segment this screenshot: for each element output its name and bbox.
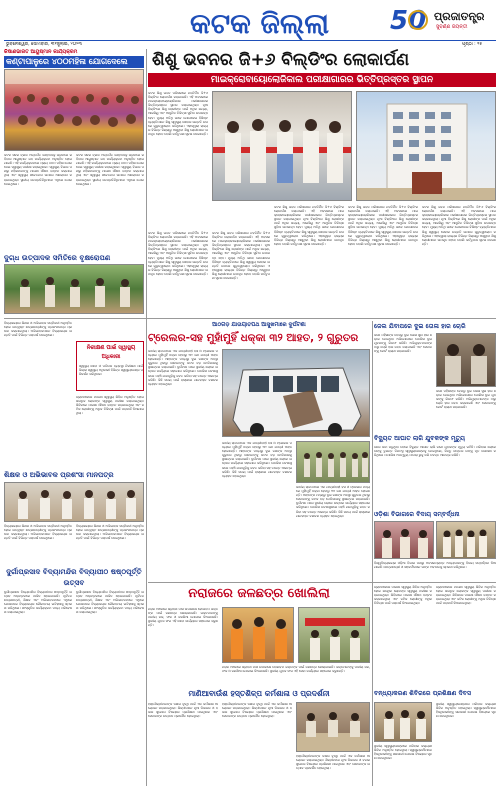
story-naraj-body-1: ନରାଜ ଅଞ୍ଚଳରେ ଶ୍ରାବଣ ମାସ ଉପଲକ୍ଷେ ବୋଲବମ ଭକ୍ତଙ୍କ ପାଇଁ ଜଳଛତ୍ର ଖୋଲାଯାଇଛି। ଭକ୍ତମାନଙ୍କୁ ପାନୀୟ ଜଳ, ଫଳ ଓ ଜଳଖିଆ ଯୋଗାଇ ଦିଆଯାଉଛି। ସ୍ଥାନୀୟ ଯୁବକ ସଂଘ ଏହି ସେବା କାର୍ଯ୍ୟରେ ସହଯୋଗ କରୁଛନ୍ତି। [148, 607, 218, 628]
award-group-illustration [5, 483, 144, 522]
story-karmashala [148, 688, 370, 786]
story-jail-body-2: ଜଣେ ମହିଳାଙ୍କ ବେକରୁ ଦୁଇ ତୋଳା ସୁନା ହାର ଛଡ଼ାଇ ନେଇଥିବା ଅଭିଯୋଗରେ ପୋଲିସ ଦୁଇ ଯୁବକଙ୍କୁ ଗିରଫ କରିଛି। ଅଭିଯୁକ୍ତମାନଙ୍କ ଠାରୁ ଚୋରି ହାର ଜବତ କରାଯାଇଛି ଏବଂ ସେମାନଙ୍କୁ କୋର୍ଟ ଚାଲାଣ କରାଯାଇଛି। [436, 389, 496, 410]
story-sishu-body-3: କଟକ ଶିଶୁ ଭବନ ପରିସରରେ ନବନିର୍ମିତ ଜି+୬ ବିଲ୍ଡିଂର ଲୋକାର୍ପଣ କରାଯାଇଛି। ଏହି ଅବସରରେ ମାଇକ୍ରୋବାୟୋଲୋଜିକାଲ ପରୀକ୍ଷାଗାରର ଭିତ୍ତିପ୍ରସ୍ତର ସ୍ଥାପନ କରାଯାଇଥିଲା। ନୂଆ ବିଲ୍ଡିଂରେ ଶିଶୁ ରୋଗୀଙ୍କ ପାଇଁ ଅଧିକ ଶଯ୍ୟା, ଆଇସିୟୁ ଏବଂ ଆଧୁନିକ ଚିକିତ୍ସା ସୁବିଧା ଉପଲବ୍ଧ ହେବ। ମୁଖ୍ୟ ଅତିଥି ଭାବେ ଯୋଗଦେଇ ବିଶିଷ୍ଟ ବ୍ୟକ୍ତିମାନେ ଶିଶୁ ସ୍ୱାସ୍ଥ୍ୟ ସେବାର ଉନ୍ନତି ଉପରେ ଗୁରୁତ୍ୱାରୋପ କରିଥିଲେ। ଏହାଦ୍ୱାରା ରାଜ୍ୟର ବିଭିନ୍ନ ଜିଲ୍ଲାରୁ ଆସୁଥିବା ଶିଶୁ ରୋଗୀମାନେ ଉପକୃତ ହେବେ ବୋଲି କର୍ତ୍ତୃପକ୍ଷ ସୂଚନା ଦେଇଛନ୍ତି। [274, 205, 344, 246]
story-trailer [148, 321, 370, 581]
story-duggha [4, 252, 144, 316]
story-duggha-photo [4, 264, 144, 314]
sidebar-box-body: ସ୍ୱାସ୍ଥ୍ୟ ସେବା ଓ ପରିମଳ ବ୍ୟବସ୍ଥା ନିରୀକ୍ଷଣ ପାଇଁ ଜିଲ୍ଲା ସ୍ୱାସ୍ଥ୍ୟ ଅଧିକାରୀ ବିଭିନ୍ନ ସ୍ୱାସ୍ଥ୍ୟକେନ୍ଦ୍ର ପରିଦର୍ଶନ କରିଥିଲେ। [79, 364, 143, 377]
story-sishu-subheadline: ମାଇକ୍ରୋବାୟୋଲୋଜିକାଲ ପରୀକ୍ଷାଗାରର ଭିତ୍ତିପ୍ରସ୍ତର ସ୍ଥାପନ [148, 73, 496, 87]
damaged-bus-illustration [223, 350, 370, 437]
story-left-mid-body-1: ବିଦ୍ୟାଳୟରେ ଶିକ୍ଷକ ଓ ଅଭିଭାବକ ସମ୍ମିଳନୀ ଅନୁଷ୍ଠିତ ହୋଇ ଉତ୍କୃଷ୍ଟ ଛାତ୍ରଛାତ୍ରୀଙ୍କୁ ପ୍ରଶଂସାପତ୍ର ପ୍ରଦାନ କରାଯାଇଥିଲା। ଅଭିଭାବକମାନେ ବିଦ୍ୟାଳୟର ଉନ୍ନତି ପାଇଁ ବିଭିନ୍ନ ପରାମର୍ଶ ଦେଇଥିଲେ। [4, 321, 72, 338]
story-kisan-headline: କଣ୍ଟାପାଳୁରେ ୪୦୦ମହିଳା ଯୋଗଦେଲେ [4, 56, 144, 68]
story-odisha-photo [374, 521, 434, 559]
ribbon-cutting-illustration [213, 92, 352, 201]
felicitation-illustration [375, 522, 434, 559]
story-jail [374, 321, 496, 431]
story-left-mid-body-2: ଗ୍ରାମାଞ୍ଚଳରେ ମାଗଣା ସ୍ୱାସ୍ଥ୍ୟ ଶିବିର ଅନୁଷ୍ଠିତ ହୋଇ ଶତାଧିକ ଲୋକଙ୍କ ସ୍ୱାସ୍ଥ୍ୟ ପରୀକ୍ଷା କରାଯାଇଥିଲା। ଶିବିରରେ ମାଗଣା ଔଷଧ ବଣ୍ଟନ କରାଯାଇଥିଲା ଏବଂ ଜଟିଳ ରୋଗୀଙ୍କୁ ଅଧିକ ଚିକିତ୍ସା ପାଇଁ ପରାମର୍ଶ ଦିଆଯାଇଥିଲା। [76, 395, 144, 416]
story-trailer-photo-crowd [296, 441, 370, 483]
story-karmashala-headline: ମାଣିଆବାଉଁଶ ହସ୍ତଶିଳ୍ପ କର୍ମଶାଳା ଓ ପ୍ରଦର୍ଶନୀ [188, 689, 330, 698]
stage-group-illustration [437, 522, 496, 559]
story-shikshak [4, 470, 144, 562]
story-karmashala-body-1: ହସ୍ତଶିଳ୍ପୀମାନଙ୍କ ଦକ୍ଷତା ବୃଦ୍ଧି ପାଇଁ ଏକ କର୍ମଶାଳା ଆୟୋଜନ କରାଯାଇଥିଲା। ଶିଳ୍ପୀମାନେ ନୂଆ ଡିଜାଇନ ଓ ବଜାର ସୁଯୋଗ ବିଷୟରେ ପ୍ରଶିକ୍ଷଣ ପାଇଥିଲେ ଏବଂ ସେମାନଙ୍କ ଉତ୍ପାଦ ପ୍ରଦର୍ଶିତ ହୋଇଥିଲା। [148, 702, 218, 719]
story-naraj-body-2: ନରାଜ ଅଞ୍ଚଳରେ ଶ୍ରାବଣ ମାସ ଉପଲକ୍ଷେ ବୋଲବମ ଭକ୍ତଙ୍କ ପାଇଁ ଜଳଛତ୍ର ଖୋଲାଯାଇଛି। ଭକ୍ତମାନଙ୍କୁ ପାନୀୟ ଜଳ, ଫଳ ଓ ଜଳଖିଆ ଯୋଗାଇ ଦିଆଯାଉଛି। ସ୍ଥାନୀୟ ଯୁବକ ସଂଘ ଏହି ସେବା କାର୍ଯ୍ୟରେ ସହଯୋଗ କରୁଛନ୍ତି। [222, 665, 370, 674]
story-shikshak-body-2: ବିଦ୍ୟାଳୟରେ ଶିକ୍ଷକ ଓ ଅଭିଭାବକ ସମ୍ମିଳନୀ ଅନୁଷ୍ଠିତ ହୋଇ ଉତ୍କୃଷ୍ଟ ଛାତ୍ରଛାତ୍ରୀଙ୍କୁ ପ୍ରଶଂସାପତ୍ର ପ୍ରଦାନ କରାଯାଇଥିଲା। ଅଭିଭାବକମାନେ ବିଦ୍ୟାଳୟର ଉନ୍ନତି ପାଇଁ ବିଭିନ୍ନ ପରାମର୍ଶ ଦେଇଥିଲେ। [76, 524, 144, 541]
workshop-illustration [297, 703, 370, 752]
story-odisha-body: ବିଶ୍ୱବିଦ୍ୟାଳୟର ଓଡ଼ିଆ ବିଭାଗ ପକ୍ଷରୁ ଅବସରପ୍ରାପ୍ତ ଅଧ୍ୟାପକଙ୍କୁ ବିଦାୟ ସମ୍ବର୍ଦ୍ଧନା ଦିଆଯାଇଛି। ଛାତ୍ରଛାତ୍ରୀ ଓ ସହକର୍ମୀମାନେ ତାଙ୍କ ଅବଦାନକୁ ସ୍ମରଣ କରିଥିଲେ। [374, 561, 496, 570]
story-duggha-headline: ଦୁଗ୍ଧ ଉତ୍ପାଦକ ସମିତିରେ ବୃକ୍ଷରୋପଣ [4, 253, 111, 262]
story-trailer-body-3: ଜାତୀୟ ରାଜପଥରେ ଏକ ଯାତ୍ରୀବାହୀ ବସ ଓ ଟ୍ରେଲର ମଧ୍ୟରେ ମୁହାଁମୁହିଁ ଧକ୍କା ହେବାରୁ ୩୨ ଜଣ ଯାତ୍ରୀ ଆହତ ହୋଇଛନ୍ତି। ଆହତଙ୍କ ମଧ୍ୟରୁ ଦୁଇ ଜଣଙ୍କ ଅବସ୍ଥା ଗୁରୁତର ଥିବାରୁ ସେମାନଙ୍କୁ କଟକ ବଡ଼ ମେଡିକାଲକୁ ସ୍ଥାନାନ୍ତର କରାଯାଇଛି। ଦୁର୍ଘଟଣା ପରେ ସ୍ଥାନୀୟ ଲୋକେ ଉଦ୍ଧାର କାର୍ଯ୍ୟରେ ସହଯୋଗ କରିଥିଲେ। ପୋଲିସ ଘଟଣାସ୍ଥଳରେ ପହଞ୍ଚି ଯାନଗୁଡ଼ିକୁ ଜବତ କରିବା ସହ ତଦନ୍ତ ଆରମ୍ଭ କରିଛି। କିଛି ସମୟ ପାଇଁ ରାସ୍ତାରେ ଯାନବାହନ ଚଳାଚଳ ବ୍ୟାହତ ହୋଇଥିଲା। [296, 485, 370, 518]
story-odisha-photo-2 [436, 521, 496, 559]
crowd-illustration [5, 70, 144, 151]
water-kiosk-illustration [299, 608, 370, 663]
story-naraj-photo-1 [222, 607, 294, 663]
anniversary-ring-icon [408, 10, 428, 30]
story-sishu-photo-building [356, 91, 496, 201]
story-bandhyabana-photo [374, 702, 432, 742]
story-durgaprasad [4, 566, 144, 786]
story-sishu [148, 49, 496, 317]
story-durgaprasad-headline: ଦୁର୍ଗାପ୍ରସାଦ ବିଦ୍ୟାମନ୍ଦିର ବିଦ୍ୟାପୀଠ ଷଷ୍ଠପୂର୍ତ୍ତି ଉତ୍ସବ [6, 567, 142, 587]
story-sishu-body-4: କଟକ ଶିଶୁ ଭବନ ପରିସରରେ ନବନିର୍ମିତ ଜି+୬ ବିଲ୍ଡିଂର ଲୋକାର୍ପଣ କରାଯାଇଛି। ଏହି ଅବସରରେ ମାଇକ୍ରୋବାୟୋଲୋଜିକାଲ ପରୀକ୍ଷାଗାରର ଭିତ୍ତିପ୍ରସ୍ତର ସ୍ଥାପନ କରାଯାଇଥିଲା। ନୂଆ ବିଲ୍ଡିଂରେ ଶିଶୁ ରୋଗୀଙ୍କ ପାଇଁ ଅଧିକ ଶଯ୍ୟା, ଆଇସିୟୁ ଏବଂ ଆଧୁନିକ ଚିକିତ୍ସା ସୁବିଧା ଉପଲବ୍ଧ ହେବ। ମୁଖ୍ୟ ଅତିଥି ଭାବେ ଯୋଗଦେଇ ବିଶିଷ୍ଟ ବ୍ୟକ୍ତିମାନେ ଶିଶୁ ସ୍ୱାସ୍ଥ୍ୟ ସେବାର ଉନ୍ନତି ଉପରେ ଗୁରୁତ୍ୱାରୋପ କରିଥିଲେ। ଏହାଦ୍ୱାରା ରାଜ୍ୟର ବିଭିନ୍ନ ଜିଲ୍ଲାରୁ ଆସୁଥିବା ଶିଶୁ ରୋଗୀମାନେ ଉପକୃତ ହେବେ ବୋଲି କର୍ତ୍ତୃପକ୍ଷ ସୂଚନା ଦେଇଛନ୍ତି। [348, 205, 418, 246]
story-bandhyabana [374, 688, 496, 786]
crowd-rescue-illustration [297, 442, 370, 483]
masthead-rule [4, 40, 496, 41]
story-bidyut [374, 433, 496, 507]
story-karmashala-photo [296, 702, 370, 752]
story-right-bottom-body-2: ଗ୍ରାମାଞ୍ଚଳରେ ମାଗଣା ସ୍ୱାସ୍ଥ୍ୟ ଶିବିର ଅନୁଷ୍ଠିତ ହୋଇ ଶତାଧିକ ଲୋକଙ୍କ ସ୍ୱାସ୍ଥ୍ୟ ପରୀକ୍ଷା କରାଯାଇଥିଲା। ଶିବିରରେ ମାଗଣା ଔଷଧ ବଣ୍ଟନ କରାଯାଇଥିଲା ଏବଂ ଜଟିଳ ରୋଗୀଙ୍କୁ ଅଧିକ ଚିକିତ୍ସା ପାଇଁ ପରାମର୍ଶ ଦିଆଯାଇଥିଲା। [436, 585, 496, 606]
story-left-mid [4, 321, 144, 469]
story-bidyut-headline: ବିଦ୍ୟୁତ ଆଘାତ ଲାଗି ଯୁବକଙ୍କ ମୃତ୍ୟୁ [374, 435, 466, 442]
story-right-bottom-body-1: ଗ୍ରାମାଞ୍ଚଳରେ ମାଗଣା ସ୍ୱାସ୍ଥ୍ୟ ଶିବିର ଅନୁଷ୍ଠିତ ହୋଇ ଶତାଧିକ ଲୋକଙ୍କ ସ୍ୱାସ୍ଥ୍ୟ ପରୀକ୍ଷା କରାଯାଇଥିଲା। ଶିବିରରେ ମାଗଣା ଔଷଧ ବଣ୍ଟନ କରାଯାଇଥିଲା ଏବଂ ଜଟିଳ ରୋଗୀଙ୍କୁ ଅଧିକ ଚିକିତ୍ସା ପାଇଁ ପରାମର୍ଶ ଦିଆଯାଇଥିଲା। [374, 585, 432, 606]
story-trailer-photo-bus [222, 349, 370, 437]
story-naraj-headline: ନରାଜରେ ଜଳଛତ୍ର ଖୋଲିଲା [188, 586, 330, 601]
story-bandhyabana-body-1: ସ୍ଥାନୀୟ ସ୍ୱାସ୍ଥ୍ୟକେନ୍ଦ୍ରରେ ପରିବାର କଲ୍ୟାଣ ଶିବିର ଅନୁଷ୍ଠିତ ହୋଇଥିଲା। ସ୍ୱାସ୍ଥ୍ୟକର୍ମୀମାନେ ହିତାଧିକାରୀଙ୍କୁ ସରକାରୀ ଯୋଜନା ବିଷୟରେ ସୂଚନା ଦେଇଥିଲେ। [436, 702, 496, 719]
story-sishu-body-6: କଟକ ଶିଶୁ ଭବନ ପରିସରରେ ନବନିର୍ମିତ ଜି+୬ ବିଲ୍ଡିଂର ଲୋକାର୍ପଣ କରାଯାଇଛି। ଏହି ଅବସରରେ ମାଇକ୍ରୋବାୟୋଲୋଜିକାଲ ପରୀକ୍ଷାଗାରର ଭିତ୍ତିପ୍ରସ୍ତର ସ୍ଥାପନ କରାଯାଇଥିଲା। ନୂଆ ବିଲ୍ଡିଂରେ ଶିଶୁ ରୋଗୀଙ୍କ ପାଇଁ ଅଧିକ ଶଯ୍ୟା, ଆଇସିୟୁ ଏବଂ ଆଧୁନିକ ଚିକିତ୍ସା ସୁବିଧା ଉପଲବ୍ଧ ହେବ। ମୁଖ୍ୟ ଅତିଥି ଭାବେ ଯୋଗଦେଇ ବିଶିଷ୍ଟ ବ୍ୟକ୍ତିମାନେ ଶିଶୁ ସ୍ୱାସ୍ଥ୍ୟ ସେବାର ଉନ୍ନତି ଉପରେ ଗୁରୁତ୍ୱାରୋପ କରିଥିଲେ। ଏହାଦ୍ୱାରା ରାଜ୍ୟର ବିଭିନ୍ନ ଜିଲ୍ଲାରୁ ଆସୁଥିବା ଶିଶୁ ରୋଗୀମାନେ ଉପକୃତ ହେବେ ବୋଲି କର୍ତ୍ତୃପକ୍ଷ ସୂଚନା ଦେଇଛନ୍ତି। [148, 231, 208, 276]
date-line: ଭୁବନେଶ୍ୱର, ସୋମବାର, ୩୧ଜୁଲାଇ, ୨୦୨୩ [6, 42, 82, 47]
story-sishu-headline: ଶିଶୁ ଭବନର ଜି+୬ ବିଲ୍ଡିଂର ଲୋକାର୍ପଣ [152, 50, 410, 70]
story-jail-photo [436, 333, 496, 387]
brand-name: ପ୍ରଜାତନ୍ତ୍ର [434, 10, 485, 23]
story-bandhyabana-headline: ବନ୍ଧ୍ୟାକରଣ ଶିବିରରେ ପ୍ରଶିକ୍ଷଣ ଦିବସ [374, 690, 472, 697]
devotees-illustration [223, 608, 294, 663]
story-right-bottom [374, 585, 496, 685]
story-shikshak-body-1: ବିଦ୍ୟାଳୟରେ ଶିକ୍ଷକ ଓ ଅଭିଭାବକ ସମ୍ମିଳନୀ ଅନୁଷ୍ଠିତ ହୋଇ ଉତ୍କୃଷ୍ଟ ଛାତ୍ରଛାତ୍ରୀଙ୍କୁ ପ୍ରଶଂସାପତ୍ର ପ୍ରଦାନ କରାଯାଇଥିଲା। ଅଭିଭାବକମାନେ ବିଦ୍ୟାଳୟର ଉନ୍ନତି ପାଇଁ ବିଭିନ୍ନ ପରାମର୍ଶ ଦେଇଥିଲେ। [4, 524, 72, 541]
anniversary-number: 50 [390, 6, 427, 36]
story-jail-body-1: ଜଣେ ମହିଳାଙ୍କ ବେକରୁ ଦୁଇ ତୋଳା ସୁନା ହାର ଛଡ଼ାଇ ନେଇଥିବା ଅଭିଯୋଗରେ ପୋଲିସ ଦୁଇ ଯୁବକଙ୍କୁ ଗିରଫ କରିଛି। ଅଭିଯୁକ୍ତମାନଙ୍କ ଠାରୁ ଚୋରି ହାର ଜବତ କରାଯାଇଛି ଏବଂ ସେମାନଙ୍କୁ କୋର୍ଟ ଚାଲାଣ କରାଯାଇଛି। [374, 333, 432, 354]
story-kisan-body-1: କଟକ ସଦର ବ୍ଲକ ଅନ୍ତର୍ଗତ କଣ୍ଟାପାଳୁ ଗ୍ରାମରେ ରବିବାର ଆୟୁଷ୍ମାନ ଭବ କାର୍ଯ୍ୟକ୍ରମ ଅନୁଷ୍ଠିତ ହୋଇଯାଇଛି। ଏହି କାର୍ଯ୍ୟକ୍ରମରେ ପ୍ରାୟ ୪୦୦ ମହିଳା ଯୋଗଦେଇ ସ୍ୱାସ୍ଥ୍ୟ ପରୀକ୍ଷା କରାଇଥିଲେ। ସ୍ୱାସ୍ଥ୍ୟ ବିଭାଗ ପକ୍ଷରୁ ମହିଳାମାନଙ୍କୁ ମାଗଣା ଔଷଧ ବଣ୍ଟନ କରାଯାଇଥିଲା ଏବଂ ସ୍ୱାସ୍ଥ୍ୟ ସଚେତନତା ଉପରେ ଆଲୋଚନା କରାଯାଇଥିଲା। ସ୍ଥାନୀୟ ଜନପ୍ରତିନିଧିମାନେ ଏଥିରେ ଯୋଗଦେଇଥିଲେ। [4, 153, 72, 186]
divider [4, 318, 496, 319]
story-trailer-body-2: ଜାତୀୟ ରାଜପଥରେ ଏକ ଯାତ୍ରୀବାହୀ ବସ ଓ ଟ୍ରେଲର ମଧ୍ୟରେ ମୁହାଁମୁହିଁ ଧକ୍କା ହେବାରୁ ୩୨ ଜଣ ଯାତ୍ରୀ ଆହତ ହୋଇଛନ୍ତି। ଆହତଙ୍କ ମଧ୍ୟରୁ ଦୁଇ ଜଣଙ୍କ ଅବସ୍ଥା ଗୁରୁତର ଥିବାରୁ ସେମାନଙ୍କୁ କଟକ ବଡ଼ ମେଡିକାଲକୁ ସ୍ଥାନାନ୍ତର କରାଯାଇଛି। ଦୁର୍ଘଟଣା ପରେ ସ୍ଥାନୀୟ ଲୋକେ ଉଦ୍ଧାର କାର୍ଯ୍ୟରେ ସହଯୋଗ କରିଥିଲେ। ପୋଲିସ ଘଟଣାସ୍ଥଳରେ ପହଞ୍ଚି ଯାନଗୁଡ଼ିକୁ ଜବତ କରିବା ସହ ତଦନ୍ତ ଆରମ୍ଭ କରିଛି। କିଛି ସମୟ ପାଇଁ ରାସ୍ତାରେ ଯାନବାହନ ଚଳାଚଳ ବ୍ୟାହତ ହୋଇଥିଲା। [222, 441, 292, 478]
story-kisan-body-2: କଟକ ସଦର ବ୍ଲକ ଅନ୍ତର୍ଗତ କଣ୍ଟାପାଳୁ ଗ୍ରାମରେ ରବିବାର ଆୟୁଷ୍ମାନ ଭବ କାର୍ଯ୍ୟକ୍ରମ ଅନୁଷ୍ଠିତ ହୋଇଯାଇଛି। ଏହି କାର୍ଯ୍ୟକ୍ରମରେ ପ୍ରାୟ ୪୦୦ ମହିଳା ଯୋଗଦେଇ ସ୍ୱାସ୍ଥ୍ୟ ପରୀକ୍ଷା କରାଇଥିଲେ। ସ୍ୱାସ୍ଥ୍ୟ ବିଭାଗ ପକ୍ଷରୁ ମହିଳାମାନଙ୍କୁ ମାଗଣା ଔଷଧ ବଣ୍ଟନ କରାଯାଇଥିଲା ଏବଂ ସ୍ୱାସ୍ଥ୍ୟ ସଚେତନତା ଉପରେ ଆଲୋଚନା କରାଯାଇଥିଲା। ସ୍ଥାନୀୟ ଜନପ୍ରତିନିଧିମାନେ ଏଥିରେ ଯୋଗଦେଇଥିଲେ। [76, 153, 144, 186]
story-sishu-photo-ribbon [212, 91, 352, 201]
masthead [0, 0, 500, 48]
story-karmashala-body-2: ହସ୍ତଶିଳ୍ପୀମାନଙ୍କ ଦକ୍ଷତା ବୃଦ୍ଧି ପାଇଁ ଏକ କର୍ମଶାଳା ଆୟୋଜନ କରାଯାଇଥିଲା। ଶିଳ୍ପୀମାନେ ନୂଆ ଡିଜାଇନ ଓ ବଜାର ସୁଯୋଗ ବିଷୟରେ ପ୍ରଶିକ୍ଷଣ ପାଇଥିଲେ ଏବଂ ସେମାନଙ୍କ ଉତ୍ପାଦ ପ୍ରଦର୍ଶିତ ହୋଇଥିଲା। [222, 702, 292, 719]
divider [148, 582, 496, 583]
story-bidyut-body-1: ଘରେ କାମ କରୁଥିବା ବେଳେ ବିଦ୍ୟୁତ ଆଘାତ ଲାଗି ଜଣେ ଯୁବକଙ୍କ ମୃତ୍ୟୁ ଘଟିଛି। ପରିବାର ଲୋକେ ତାଙ୍କୁ ତୁରନ୍ତ ନିକଟସ୍ଥ ସ୍ୱାସ୍ଥ୍ୟକେନ୍ଦ୍ରକୁ ନେଇଥିଲେ, କିନ୍ତୁ ଡାକ୍ତର ତାଙ୍କୁ ମୃତ ଘୋଷଣା କରିଥିଲେ। ପୋଲିସ ଅପମୃତ୍ୟୁ ମାମଲା ରୁଜୁ କରି ତଦନ୍ତ ଆରମ୍ଭ କରିଛି। [374, 445, 496, 458]
story-trailer-headline: ଟ୍ରେଲର-ସହ ମୁହାଁମୁହିଁ ଧକ୍କା ୩୨ ଆହତ, ୨ ଗୁରୁତର [148, 332, 359, 344]
page-title: କଟକ ଜିଲ୍ଲା [190, 7, 330, 40]
story-shikshak-photo [4, 482, 144, 522]
story-durgaprasad-body-2: ଦୁର୍ଗାପ୍ରସାଦ ବିଦ୍ୟାମନ୍ଦିର ବିଦ୍ୟାପୀଠର ଷଷ୍ଠପୂର୍ତ୍ତି ଉତ୍ସବ ଆଡ଼ମ୍ବରରେ ପାଳିତ ହୋଇଯାଇଛି। ପୂର୍ବତନ ଛାତ୍ରଛାତ୍ରୀ, ଶିକ୍ଷକ ଏବଂ ଅଭିଭାବକମାନେ ଏଥିରେ ଯୋଗଦେଇ ବିଦ୍ୟାଳୟର ଗୌରବମୟ ଇତିହାସକୁ ସ୍ମରଣ କରିଥିଲେ। ସାଂସ୍କୃତିକ କାର୍ଯ୍ୟକ୍ରମ ମଧ୍ୟ ପରିବେଷଣ କରାଯାଇଥିଲା। [76, 590, 144, 615]
story-kisan [4, 49, 144, 249]
story-bandhyabana-body-2: ସ୍ଥାନୀୟ ସ୍ୱାସ୍ଥ୍ୟକେନ୍ଦ୍ରରେ ପରିବାର କଲ୍ୟାଣ ଶିବିର ଅନୁଷ୍ଠିତ ହୋଇଥିଲା। ସ୍ୱାସ୍ଥ୍ୟକର୍ମୀମାନେ ହିତାଧିକାରୀଙ୍କୁ ସରକାରୀ ଯୋଜନା ବିଷୟରେ ସୂଚନା ଦେଇଥିଲେ। [374, 744, 432, 761]
sidebar-box-title: ନିରୀକ୍ଷଣ ପାଇଁ ସ୍ୱାସ୍ଥ୍ୟ ଅଧିକାରୀ [86, 345, 136, 360]
story-odisha [374, 509, 496, 579]
story-naraj-photo-2 [298, 607, 370, 663]
anniversary-logo [390, 6, 498, 38]
story-shikshak-headline: ଶିକ୍ଷକ ଓ ଅଭିଭାବକ ପ୍ରଶଂସା ମାନପତ୍ର [4, 471, 114, 479]
story-durgaprasad-body-1: ଦୁର୍ଗାପ୍ରସାଦ ବିଦ୍ୟାମନ୍ଦିର ବିଦ୍ୟାପୀଠର ଷଷ୍ଠପୂର୍ତ୍ତି ଉତ୍ସବ ଆଡ଼ମ୍ବରରେ ପାଳିତ ହୋଇଯାଇଛି। ପୂର୍ବତନ ଛାତ୍ରଛାତ୍ରୀ, ଶିକ୍ଷକ ଏବଂ ଅଭିଭାବକମାନେ ଏଥିରେ ଯୋଗଦେଇ ବିଦ୍ୟାଳୟର ଗୌରବମୟ ଇତିହାସକୁ ସ୍ମରଣ କରିଥିଲେ। ସାଂସ୍କୃତିକ କାର୍ଯ୍ୟକ୍ରମ ମଧ୍ୟ ପରିବେଷଣ କରାଯାଇଥିଲା। [4, 590, 72, 615]
page-number: ପୃଷ୍ଠା : ୧୫ [462, 42, 483, 47]
story-sishu-body-7: କଟକ ଶିଶୁ ଭବନ ପରିସରରେ ନବନିର୍ମିତ ଜି+୬ ବିଲ୍ଡିଂର ଲୋକାର୍ପଣ କରାଯାଇଛି। ଏହି ଅବସରରେ ମାଇକ୍ରୋବାୟୋଲୋଜିକାଲ ପରୀକ୍ଷାଗାରର ଭିତ୍ତିପ୍ରସ୍ତର ସ୍ଥାପନ କରାଯାଇଥିଲା। ନୂଆ ବିଲ୍ଡିଂରେ ଶିଶୁ ରୋଗୀଙ୍କ ପାଇଁ ଅଧିକ ଶଯ୍ୟା, ଆଇସିୟୁ ଏବଂ ଆଧୁନିକ ଚିକିତ୍ସା ସୁବିଧା ଉପଲବ୍ଧ ହେବ। ମୁଖ୍ୟ ଅତିଥି ଭାବେ ଯୋଗଦେଇ ବିଶିଷ୍ଟ ବ୍ୟକ୍ତିମାନେ ଶିଶୁ ସ୍ୱାସ୍ଥ୍ୟ ସେବାର ଉନ୍ନତି ଉପରେ ଗୁରୁତ୍ୱାରୋପ କରିଥିଲେ। ଏହାଦ୍ୱାରା ରାଜ୍ୟର ବିଭିନ୍ନ ଜିଲ୍ଲାରୁ ଆସୁଥିବା ଶିଶୁ ରୋଗୀମାନେ ଉପକୃତ ହେବେ ବୋଲି କର୍ତ୍ତୃପକ୍ଷ ସୂଚନା ଦେଇଛନ୍ତି। [212, 231, 270, 281]
story-trailer-body-1: ଜାତୀୟ ରାଜପଥରେ ଏକ ଯାତ୍ରୀବାହୀ ବସ ଓ ଟ୍ରେଲର ମଧ୍ୟରେ ମୁହାଁମୁହିଁ ଧକ୍କା ହେବାରୁ ୩୨ ଜଣ ଯାତ୍ରୀ ଆହତ ହୋଇଛନ୍ତି। ଆହତଙ୍କ ମଧ୍ୟରୁ ଦୁଇ ଜଣଙ୍କ ଅବସ୍ଥା ଗୁରୁତର ଥିବାରୁ ସେମାନଙ୍କୁ କଟକ ବଡ଼ ମେଡିକାଲକୁ ସ୍ଥାନାନ୍ତର କରାଯାଇଛି। ଦୁର୍ଘଟଣା ପରେ ସ୍ଥାନୀୟ ଲୋକେ ଉଦ୍ଧାର କାର୍ଯ୍ୟରେ ସହଯୋଗ କରିଥିଲେ। ପୋଲିସ ଘଟଣାସ୍ଥଳରେ ପହଞ୍ଚି ଯାନଗୁଡ଼ିକୁ ଜବତ କରିବା ସହ ତଦନ୍ତ ଆରମ୍ଭ କରିଛି। କିଛି ସମୟ ପାଇଁ ରାସ୍ତାରେ ଯାନବାହନ ଚଳାଚଳ ବ୍ୟାହତ ହୋଇଥିଲା। [148, 349, 218, 386]
story-kisan-kicker: କିଷାଣଭାରତ ଆୟୁଷ୍ମାନ କାର୍ଯ୍ୟକ୍ରମ [4, 49, 78, 55]
column-rule [372, 321, 373, 786]
health-camp-illustration [375, 703, 432, 742]
story-jail-headline: ଜେଲ ଯିବାପରେ ଦୁଇ ତୋଳା ହାର ଚୋରି [374, 323, 466, 330]
story-karmashala-body-3: ହସ୍ତଶିଳ୍ପୀମାନଙ୍କ ଦକ୍ଷତା ବୃଦ୍ଧି ପାଇଁ ଏକ କର୍ମଶାଳା ଆୟୋଜନ କରାଯାଇଥିଲା। ଶିଳ୍ପୀମାନେ ନୂଆ ଡିଜାଇନ ଓ ବଜାର ସୁଯୋଗ ବିଷୟରେ ପ୍ରଶିକ୍ଷଣ ପାଇଥିଲେ ଏବଂ ସେମାନଙ୍କ ଉତ୍ପାଦ ପ୍ରଦର୍ଶିତ ହୋଇଥିଲା। [296, 754, 370, 771]
brand-subtitle: ସୁବର୍ଣ୍ଣ ଜୟନ୍ତୀ [436, 24, 468, 30]
story-kisan-photo [4, 69, 144, 151]
story-trailer-kicker: ଆଠଗଡ଼ ଯାତାୟାତପଥ ଆସୁଖମାରେ ଦୁର୍ଘଟଣା [212, 322, 306, 328]
people-planting-illustration [5, 265, 144, 314]
hospital-building-illustration [357, 92, 496, 201]
accused-persons-illustration [437, 334, 496, 387]
story-sishu-body-1: କଟକ ଶିଶୁ ଭବନ ପରିସରରେ ନବନିର୍ମିତ ଜି+୬ ବିଲ୍ଡିଂର ଲୋକାର୍ପଣ କରାଯାଇଛି। ଏହି ଅବସରରେ ମାଇକ୍ରୋବାୟୋଲୋଜିକାଲ ପରୀକ୍ଷାଗାରର ଭିତ୍ତିପ୍ରସ୍ତର ସ୍ଥାପନ କରାଯାଇଥିଲା। ନୂଆ ବିଲ୍ଡିଂରେ ଶିଶୁ ରୋଗୀଙ୍କ ପାଇଁ ଅଧିକ ଶଯ୍ୟା, ଆଇସିୟୁ ଏବଂ ଆଧୁନିକ ଚିକିତ୍ସା ସୁବିଧା ଉପଲବ୍ଧ ହେବ। ମୁଖ୍ୟ ଅତିଥି ଭାବେ ଯୋଗଦେଇ ବିଶିଷ୍ଟ ବ୍ୟକ୍ତିମାନେ ଶିଶୁ ସ୍ୱାସ୍ଥ୍ୟ ସେବାର ଉନ୍ନତି ଉପରେ ଗୁରୁତ୍ୱାରୋପ କରିଥିଲେ। ଏହାଦ୍ୱାରା ରାଜ୍ୟର ବିଭିନ୍ନ ଜିଲ୍ଲାରୁ ଆସୁଥିବା ଶିଶୁ ରୋଗୀମାନେ ଉପକୃତ ହେବେ ବୋଲି କର୍ତ୍ତୃପକ୍ଷ ସୂଚନା ଦେଇଛନ୍ତି। [148, 91, 208, 136]
column-rule [146, 49, 147, 786]
story-naraj [148, 585, 370, 685]
story-sishu-body-5: କଟକ ଶିଶୁ ଭବନ ପରିସରରେ ନବନିର୍ମିତ ଜି+୬ ବିଲ୍ଡିଂର ଲୋକାର୍ପଣ କରାଯାଇଛି। ଏହି ଅବସରରେ ମାଇକ୍ରୋବାୟୋଲୋଜିକାଲ ପରୀକ୍ଷାଗାରର ଭିତ୍ତିପ୍ରସ୍ତର ସ୍ଥାପନ କରାଯାଇଥିଲା। ନୂଆ ବିଲ୍ଡିଂରେ ଶିଶୁ ରୋଗୀଙ୍କ ପାଇଁ ଅଧିକ ଶଯ୍ୟା, ଆଇସିୟୁ ଏବଂ ଆଧୁନିକ ଚିକିତ୍ସା ସୁବିଧା ଉପଲବ୍ଧ ହେବ। ମୁଖ୍ୟ ଅତିଥି ଭାବେ ଯୋଗଦେଇ ବିଶିଷ୍ଟ ବ୍ୟକ୍ତିମାନେ ଶିଶୁ ସ୍ୱାସ୍ଥ୍ୟ ସେବାର ଉନ୍ନତି ଉପରେ ଗୁରୁତ୍ୱାରୋପ କରିଥିଲେ। ଏହାଦ୍ୱାରା ରାଜ୍ୟର ବିଭିନ୍ନ ଜିଲ୍ଲାରୁ ଆସୁଥିବା ଶିଶୁ ରୋଗୀମାନେ ଉପକୃତ ହେବେ ବୋଲି କର୍ତ୍ତୃପକ୍ଷ ସୂଚନା ଦେଇଛନ୍ତି। [422, 205, 496, 246]
story-odisha-headline: ଓଡ଼ିଶା ବିଭାଗରେ ବିଦାୟ ସମ୍ବର୍ଦ୍ଧନା [374, 511, 460, 518]
sidebar-box [76, 341, 144, 391]
